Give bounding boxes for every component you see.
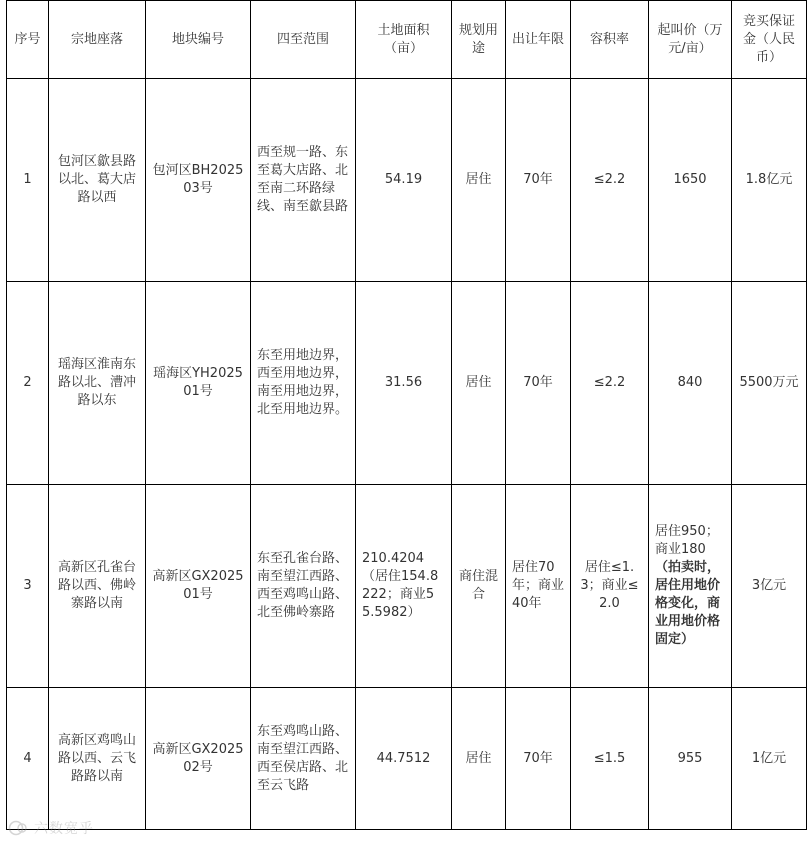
header-use: 规划用途 xyxy=(452,1,506,79)
cell-start-price xyxy=(649,282,732,485)
cell-boundaries: 东至鸡鸣山路、南至望江西路、西至侯店路、北至云飞路 xyxy=(251,688,356,830)
cell-area: 54.19 xyxy=(356,79,452,282)
cell-start-price xyxy=(649,79,732,282)
cell-deposit: 3亿元 xyxy=(732,485,807,688)
cell-term: 70年 xyxy=(506,688,571,830)
cell-far: ≤2.2 xyxy=(571,79,649,282)
header-far: 容积率 xyxy=(571,1,649,79)
start-price-value: 居住950；商业180 xyxy=(655,524,719,557)
header-parcel-no: 地块编号 xyxy=(146,1,251,79)
watermark-logo-icon xyxy=(8,819,30,837)
cell-parcel-no: 瑶海区YH202501号 xyxy=(146,282,251,485)
table-row xyxy=(7,79,807,282)
cell-far: 居住≤1.3；商业≤2.0 xyxy=(571,485,649,688)
cell-start-price xyxy=(649,485,732,688)
cell-location: 高新区孔雀台路以西、佛岭寨路以南 xyxy=(49,485,146,688)
cell-use: 居住 xyxy=(452,79,506,282)
table-row xyxy=(7,282,807,485)
cell-use: 居住 xyxy=(452,688,506,830)
cell-boundaries: 西至规一路、东至葛大店路、北至南二环路绿线、南至歙县路 xyxy=(251,79,356,282)
table-row xyxy=(7,485,807,688)
cell-use: 居住 xyxy=(452,282,506,485)
header-term: 出让年限 xyxy=(506,1,571,79)
cell-location: 瑶海区淮南东路以北、漕冲路以东 xyxy=(49,282,146,485)
cell-area: 210.4204（居住154.8222；商业55.5982） xyxy=(356,485,452,688)
start-price-value: 1650 xyxy=(673,172,707,187)
cell-deposit: 1.8亿元 xyxy=(732,79,807,282)
cell-use: 商住混合 xyxy=(452,485,506,688)
cell-deposit: 1亿元 xyxy=(732,688,807,830)
start-price-note: （拍卖时，居住用地价格变化，商业用地价格固定） xyxy=(655,560,721,647)
cell-parcel-no: 包河区BH202503号 xyxy=(146,79,251,282)
cell-boundaries: 东至用地边界，西至用地边界，南至用地边界，北至用地边界。 xyxy=(251,282,356,485)
cell-boundaries: 东至孔雀台路、南至望江西路、西至鸡鸣山路、北至佛岭寨路 xyxy=(251,485,356,688)
table-row xyxy=(7,688,807,830)
header-area: 土地面积（亩） xyxy=(356,1,452,79)
start-price-value: 955 xyxy=(677,750,703,766)
header-boundaries: 四至范围 xyxy=(251,1,356,79)
table-header-row xyxy=(7,1,807,79)
cell-area: 31.56 xyxy=(356,282,452,485)
cell-seq: 1 xyxy=(7,79,49,282)
start-price-value: 840 xyxy=(677,375,703,390)
cell-term: 居住70年；商业40年 xyxy=(506,485,571,688)
cell-seq: 2 xyxy=(7,282,49,485)
cell-deposit: 5500万元 xyxy=(732,282,807,485)
cell-term: 70年 xyxy=(506,282,571,485)
header-deposit: 竞买保证金（人民币） xyxy=(732,1,807,79)
header-seq: 序号 xyxy=(7,1,49,79)
land-auction-table xyxy=(6,0,807,830)
cell-location: 包河区歙县路以北、葛大店路以西 xyxy=(49,79,146,282)
cell-seq: 3 xyxy=(7,485,49,688)
header-start-price: 起叫价（万元/亩） xyxy=(649,1,732,79)
cell-area: 44.7512 xyxy=(356,688,452,830)
cell-parcel-no: 高新区GX202501号 xyxy=(146,485,251,688)
watermark-text: 六数宽乎 xyxy=(34,821,94,837)
watermark xyxy=(8,817,118,839)
cell-term: 70年 xyxy=(506,79,571,282)
cell-far: ≤1.5 xyxy=(571,688,649,830)
cell-far: ≤2.2 xyxy=(571,282,649,485)
header-location: 宗地座落 xyxy=(49,1,146,79)
cell-seq: 4 xyxy=(7,688,49,830)
cell-parcel-no: 高新区GX202502号 xyxy=(146,688,251,830)
cell-location: 高新区鸡鸣山路以西、云飞路路以南 xyxy=(49,688,146,830)
cell-start-price xyxy=(649,688,732,830)
